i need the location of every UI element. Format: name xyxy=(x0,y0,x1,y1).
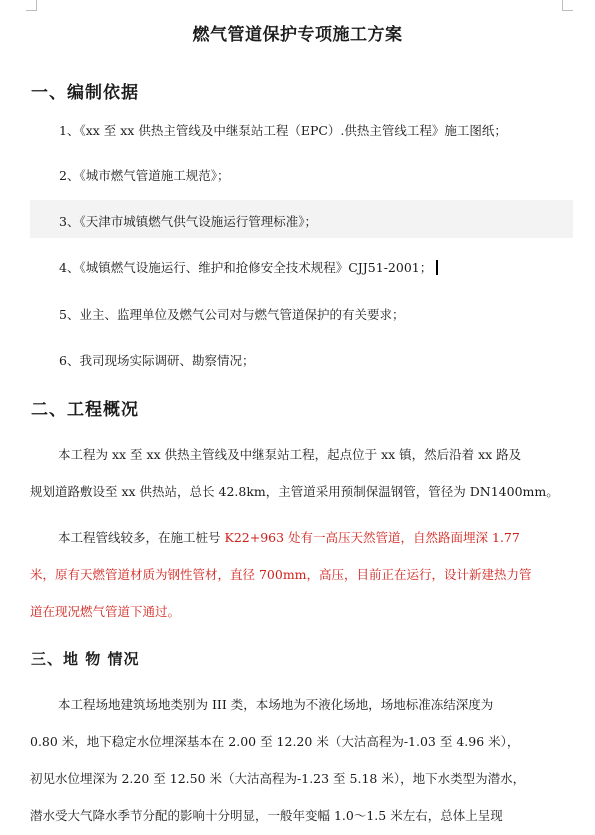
list-item-text: 4、《城镇燃气设施运行、维护和抢修安全技术规程》CJJ51-2001； xyxy=(59,260,433,275)
paragraph-line: 潜水受大气降水季节分配的影响十分明显，一般年变幅 1.0～1.5 米左右，总体上呈现 xyxy=(30,808,503,823)
paragraph-line: 本工程为 xx 至 xx 供热主管线及中继泵站工程，起点位于 xx 镇，然后沿着 xx 路及 xyxy=(58,447,522,462)
list-item xyxy=(59,258,438,276)
highlighted-red-text: 道在现况燃气管道下通过。 xyxy=(30,604,181,619)
list-item: 1、《xx 至 xx 供热主管线及中继泵站工程（EPC）.供热主管线工程》施工图纸； xyxy=(59,123,507,138)
section-heading-ground: 三、地 物 情况 xyxy=(31,650,140,668)
list-item: 6、我司现场实际调研、勘察情况； xyxy=(59,353,255,368)
paragraph-line xyxy=(30,519,575,556)
list-item: 3、《天津市城镇燃气供气设施运行管理标准》； xyxy=(59,214,317,229)
document-title: 燃气管道保护专项施工方案 xyxy=(192,25,403,45)
list-item: 5、业主、监理单位及燃气公司对与燃气管道保护的有关要求； xyxy=(59,307,405,322)
paragraph-line: 规划道路敷设至 xx 供热站，总长 42.8km，主管道采用预制保温钢管，管径为 DN1400mm。 xyxy=(30,484,559,499)
page-corner-mark xyxy=(562,0,573,11)
page-corner-mark xyxy=(26,0,37,11)
overview-paragraph-2 xyxy=(30,519,575,630)
text-cursor xyxy=(436,260,438,275)
paragraph-line: 0.80 米，地下稳定水位埋深基本在 2.00 至 12.20 米（大沽高程为-1.03 至 4.96 米）， xyxy=(30,734,520,749)
section-heading-overview: 二、工程概况 xyxy=(31,400,139,420)
highlighted-red-text: K22+963 处有一高压天然管道，自然路面埋深 1.77 xyxy=(224,530,520,545)
paragraph-line: 初见水位埋深为 2.20 至 12.50 米（大沽高程为-1.23 至 5.18 米），地下水类型为潜水， xyxy=(30,771,526,786)
list-item: 2、《城市燃气管道施工规范》； xyxy=(59,168,230,183)
paragraph-text: 本工程管线较多，在施工桩号 xyxy=(58,530,225,545)
overview-paragraph-1 xyxy=(30,436,575,510)
paragraph-line: 本工程场地建筑场地类别为 III 类，本场地为不液化场地，场地标准冻结深度为 xyxy=(58,697,494,712)
highlighted-red-text: 米，原有天燃管道材质为钢性管材，直径 700mm，高压，目前正在运行，设计新建热力管 xyxy=(30,567,532,582)
section-heading-basis: 一、编制依据 xyxy=(31,83,139,103)
ground-paragraph xyxy=(30,686,575,834)
